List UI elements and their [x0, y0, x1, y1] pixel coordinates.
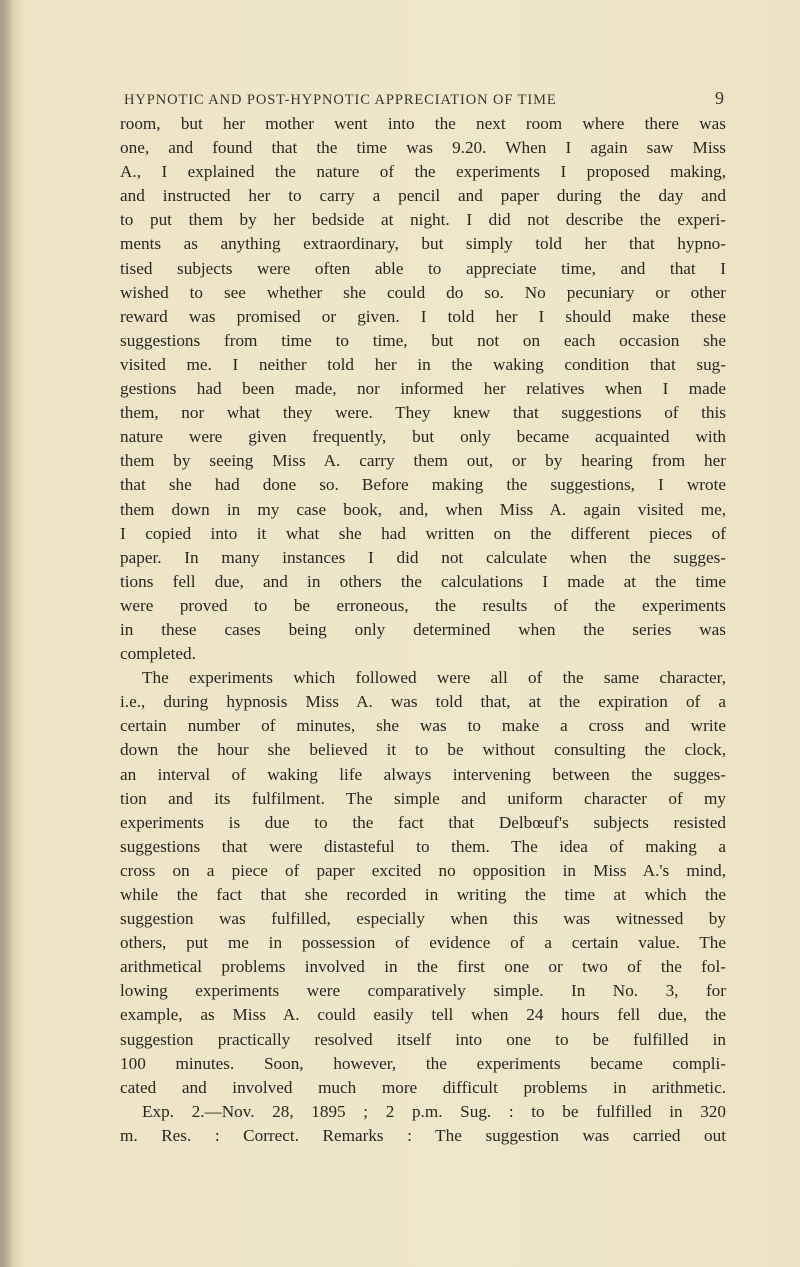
text-line: that she had done so. Before making the suggestions, I wrote — [120, 475, 726, 495]
text-line: room, but her mother went into the next room where there was — [120, 114, 726, 133]
text-line: A., I explained the nature of the experiments I proposed making, — [120, 162, 726, 182]
text-line: m. Res. : Correct. Remarks : The suggestion was carried out — [120, 1125, 726, 1145]
text-line: one, and found that the time was 9.20. When I again saw Miss — [120, 138, 726, 158]
text-line: reward was promised or given. I told her I should make these — [120, 306, 726, 326]
text-line: an interval of waking life always intervening between the sugges- — [120, 764, 726, 784]
text-line: tised subjects were often able to appreciate time, and that I — [120, 258, 726, 278]
text-line: suggestion practically resolved itself into one to be fulfilled in — [120, 1029, 726, 1049]
text-line: paper. In many instances I did not calculate when the sugges- — [120, 547, 726, 567]
text-line: and instructed her to carry a pencil and paper during the day and — [120, 186, 726, 206]
text-line: The experiments which followed were all of the same character, — [142, 668, 726, 688]
text-line: them, nor what they were. They knew that suggestions of this — [120, 403, 726, 423]
text-line: suggestions that were distasteful to them. The idea of making a — [120, 836, 726, 856]
text-line: tion and its fulfilment. The simple and uniform character of my — [120, 788, 726, 808]
text-line: ments as anything extraordinary, but simply told her that hypno- — [120, 234, 726, 254]
text-line: Exp. 2.—Nov. 28, 1895 ; 2 p.m. Sug. : to be fulfilled in 320 — [142, 1101, 726, 1121]
text-line: completed. — [120, 644, 196, 664]
page-number: 9 — [715, 88, 724, 108]
page-header — [124, 88, 724, 112]
text-line: experiments is due to the fact that Delbœuf's subjects resisted — [120, 812, 726, 832]
text-line: 100 minutes. Soon, however, the experiments became compli- — [120, 1053, 726, 1073]
text-line: example, as Miss A. could easily tell when 24 hours fell due, the — [120, 1005, 726, 1025]
text-line: gestions had been made, nor informed her relatives when I made — [120, 379, 726, 399]
text-line: them by seeing Miss A. carry them out, or by hearing from her — [120, 451, 726, 471]
text-line: I copied into it what she had written on the different pieces of — [120, 523, 726, 543]
text-line: suggestion was fulfilled, especially when this was witnessed by — [120, 909, 726, 929]
text-line: tions fell due, and in others the calculations I made at the time — [120, 571, 726, 591]
text-line: i.e., during hypnosis Miss A. was told that, at the expiration of a — [120, 692, 726, 712]
text-line: them down in my case book, and, when Miss A. again visited me, — [120, 499, 726, 519]
text-line: to put them by her bedside at night. I did not describe the experi- — [120, 210, 726, 230]
text-line: others, put me in possession of evidence of a certain value. The — [120, 933, 726, 953]
text-line: suggestions from time to time, but not on each occasion she — [120, 330, 726, 350]
text-line: were proved to be erroneous, the results of the experiments — [120, 595, 726, 615]
body-text — [120, 112, 726, 1148]
text-line: visited me. I neither told her in the waking condition that sug- — [120, 354, 726, 374]
text-line: cated and involved much more difficult problems in arithmetic. — [120, 1077, 726, 1097]
text-line: down the hour she believed it to be without consulting the clock, — [120, 740, 726, 760]
text-line: certain number of minutes, she was to make a cross and write — [120, 716, 726, 736]
running-title: HYPNOTIC AND POST-HYPNOTIC APPRECIATION OF TIME — [124, 92, 557, 108]
text-line: while the fact that she recorded in writing the time at which the — [120, 885, 726, 904]
text-line: wished to see whether she could do so. No pecuniary or other — [120, 282, 726, 302]
text-line: nature were given frequently, but only became acquainted with — [120, 427, 726, 447]
text-line: cross on a piece of paper excited no opposition in Miss A.'s mind, — [120, 860, 726, 880]
text-line: arithmetical problems involved in the first one or two of the fol- — [120, 957, 726, 977]
text-line: lowing experiments were comparatively simple. In No. 3, for — [120, 981, 726, 1001]
spine-shadow — [0, 0, 14, 1267]
text-line: in these cases being only determined when the series was — [120, 619, 726, 639]
